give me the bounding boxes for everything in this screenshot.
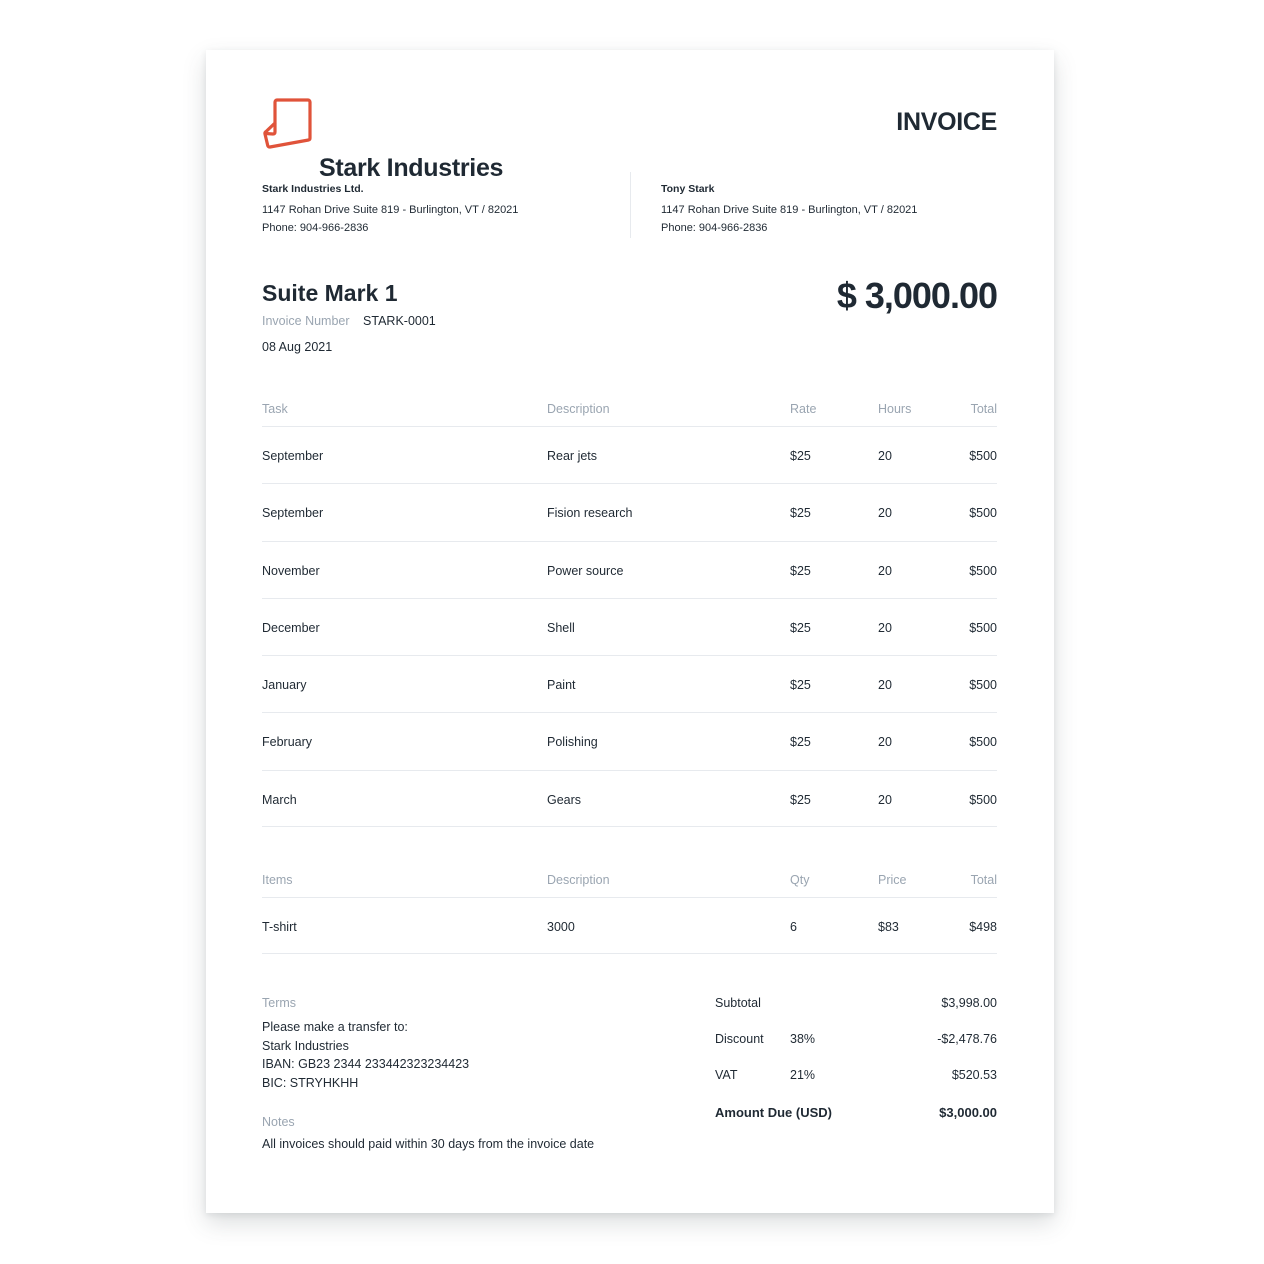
total-cell: $500 xyxy=(969,449,997,463)
terms-line: Stark Industries xyxy=(262,1038,349,1053)
total-cell: $500 xyxy=(969,792,997,807)
invoice-number xyxy=(262,314,436,328)
invoice-number-label: Invoice Number xyxy=(262,314,350,328)
column-header-items: Items xyxy=(262,873,293,887)
discount-label: Discount xyxy=(715,1032,764,1046)
column-header-hours: Hours xyxy=(878,402,912,416)
rate-cell: $25 xyxy=(790,620,811,635)
terms-line: Please make a transfer to: xyxy=(262,1020,408,1034)
invoice-title: Suite Mark 1 xyxy=(262,280,398,306)
task-cell: January xyxy=(262,678,307,693)
vat-value: $520.53 xyxy=(951,1068,997,1082)
subtotal-label: Subtotal xyxy=(715,996,761,1010)
invoice-content xyxy=(262,50,997,1213)
column-header-total: Total xyxy=(970,402,997,416)
company-logo xyxy=(262,96,522,182)
recipient-info xyxy=(661,180,917,237)
total-cell: $500 xyxy=(969,735,997,750)
task-cell: December xyxy=(262,620,320,635)
qty-cell: 6 xyxy=(790,920,797,934)
sender-phone: Phone: 904-966-2836 xyxy=(262,222,369,234)
table-row xyxy=(262,598,997,655)
hours-cell: 20 xyxy=(878,563,892,578)
discount-value: -$2,478.76 xyxy=(937,1032,997,1046)
column-header-qty: Qty xyxy=(790,873,810,887)
task-cell: November xyxy=(262,563,320,578)
rate-cell: $25 xyxy=(790,735,811,750)
description-cell: Rear jets xyxy=(547,449,598,463)
amount-due-row xyxy=(715,1105,997,1123)
terms-text xyxy=(262,1018,469,1092)
column-header-price: Price xyxy=(878,873,907,887)
vat-percent: 21% xyxy=(790,1068,816,1082)
column-header-rate: Rate xyxy=(790,402,817,416)
task-cell: September xyxy=(262,506,324,521)
address-divider xyxy=(630,172,631,238)
table-row xyxy=(262,655,997,712)
sender-info xyxy=(262,180,518,237)
notes-label: Notes xyxy=(262,1115,295,1129)
recipient-phone: Phone: 904-966-2836 xyxy=(661,222,768,234)
total-cell: $500 xyxy=(969,678,997,693)
vat-label: VAT xyxy=(715,1068,738,1082)
table-row xyxy=(262,770,997,827)
total-cell: $500 xyxy=(969,563,997,578)
rate-cell: $25 xyxy=(790,506,811,521)
task-cell: February xyxy=(262,735,313,750)
company-name: Stark Industries xyxy=(319,154,504,182)
column-header-total: Total xyxy=(970,873,997,887)
column-header-description: Description xyxy=(547,402,610,416)
rate-cell: $25 xyxy=(790,449,811,463)
hours-cell: 20 xyxy=(878,678,892,693)
notes-text: All invoices should paid within 30 days from the invoice date xyxy=(262,1137,595,1151)
invoice-date: 08 Aug 2021 xyxy=(262,340,333,354)
hours-cell: 20 xyxy=(878,506,892,521)
table-row xyxy=(262,712,997,769)
description-cell: Polishing xyxy=(547,735,598,750)
amount-due-label: Amount Due (USD) xyxy=(715,1105,832,1120)
sender-name: Stark Industries Ltd. xyxy=(262,183,364,195)
table-row xyxy=(262,426,997,483)
table-row xyxy=(262,483,997,540)
hours-cell: 20 xyxy=(878,792,892,807)
description-cell: Shell xyxy=(547,620,575,635)
table-row xyxy=(262,541,997,598)
hours-cell: 20 xyxy=(878,620,892,635)
discount-row xyxy=(715,1032,997,1050)
hours-cell: 20 xyxy=(878,735,892,750)
task-cell: September xyxy=(262,449,324,463)
task-cell: March xyxy=(262,792,297,807)
tasks-table-header xyxy=(262,396,997,426)
total-cell: $500 xyxy=(969,506,997,521)
discount-percent: 38% xyxy=(790,1032,816,1046)
subtotal-row xyxy=(715,996,997,1014)
hours-cell: 20 xyxy=(878,449,892,463)
description-cell: Paint xyxy=(547,678,576,693)
subtotal-value: $3,998.00 xyxy=(941,996,997,1010)
document-logo-icon xyxy=(262,96,314,150)
invoice-page xyxy=(206,50,1054,1213)
total-cell: $498 xyxy=(969,920,997,934)
column-header-task: Task xyxy=(262,402,288,416)
sender-address: 1147 Rohan Drive Suite 819 - Burlington, VT / 82021 xyxy=(262,204,519,216)
items-table-header xyxy=(262,867,997,897)
description-cell: Fision research xyxy=(547,506,633,521)
recipient-name: Tony Stark xyxy=(661,183,715,195)
document-title: INVOICE xyxy=(896,108,997,136)
description-cell: Gears xyxy=(547,792,582,807)
table-row xyxy=(262,897,997,954)
rate-cell: $25 xyxy=(790,678,811,693)
description-cell: 3000 xyxy=(547,920,575,934)
invoice-total-amount: $ 3,000.00 xyxy=(836,275,997,316)
item-cell: T-shirt xyxy=(262,920,297,934)
rate-cell: $25 xyxy=(790,792,811,807)
price-cell: $83 xyxy=(878,920,899,934)
column-header-description: Description xyxy=(547,873,610,887)
items-table xyxy=(262,867,997,954)
tasks-table xyxy=(262,396,997,827)
amount-due-value: $3,000.00 xyxy=(939,1105,997,1120)
terms-label: Terms xyxy=(262,996,297,1010)
vat-row xyxy=(715,1068,997,1086)
description-cell: Power source xyxy=(547,563,624,578)
rate-cell: $25 xyxy=(790,563,811,578)
terms-line: IBAN: GB23 2344 233442323234423 xyxy=(262,1057,470,1071)
terms-line: BIC: STRYHKHH xyxy=(262,1075,359,1090)
invoice-number-value: STARK-0001 xyxy=(363,314,436,328)
total-cell: $500 xyxy=(969,620,997,635)
recipient-address: 1147 Rohan Drive Suite 819 - Burlington, VT / 82021 xyxy=(661,204,918,216)
